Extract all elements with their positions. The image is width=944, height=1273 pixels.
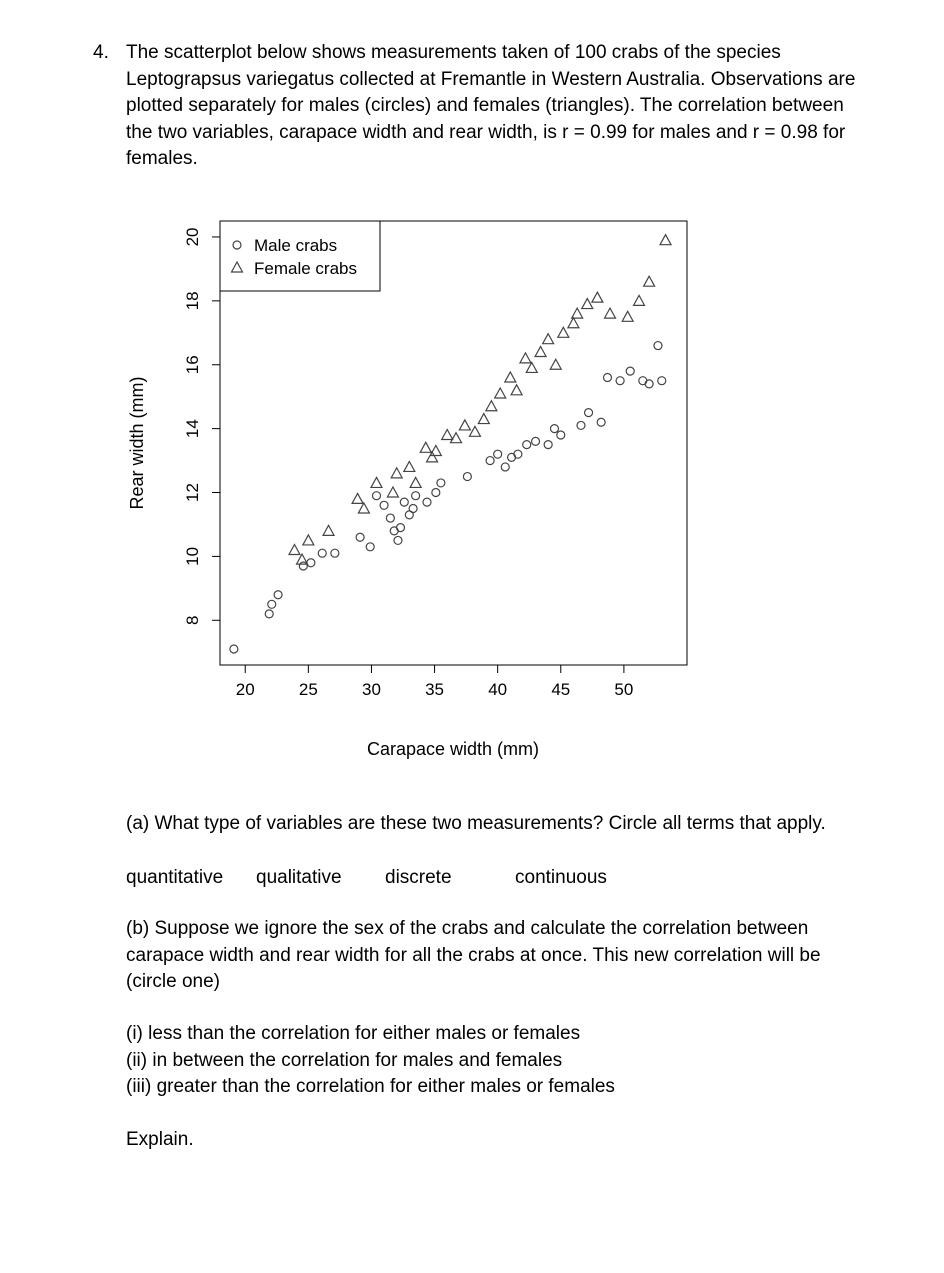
female-crab-point bbox=[442, 430, 453, 440]
part-b-line: (circle one) bbox=[126, 971, 220, 992]
x-tick-label: 20 bbox=[235, 680, 255, 699]
y-axis bbox=[183, 228, 220, 626]
male-crab-point bbox=[400, 498, 408, 506]
x-tick-label: 40 bbox=[488, 680, 508, 699]
male-crab-point bbox=[437, 479, 445, 487]
female-crab-point bbox=[605, 308, 616, 318]
male-crab-point bbox=[331, 549, 339, 557]
female-crab-point bbox=[358, 503, 369, 513]
part-b-line: carapace width and rear width for all the crabs at once. This new correlation will be bbox=[126, 944, 821, 966]
female-crab-point bbox=[486, 401, 497, 411]
female-crab-point bbox=[622, 311, 633, 321]
male-crab-point bbox=[514, 450, 522, 458]
x-tick-label: 35 bbox=[425, 680, 445, 699]
y-axis-label: Rear width (mm) bbox=[127, 376, 147, 510]
female-crab-point bbox=[459, 420, 470, 430]
female-crab-point bbox=[323, 525, 334, 535]
question-text bbox=[126, 40, 906, 173]
male-crab-point bbox=[463, 473, 471, 481]
male-crab-point bbox=[577, 421, 585, 429]
y-tick-label: 10 bbox=[183, 546, 202, 566]
male-crab-point bbox=[412, 492, 420, 500]
female-crab-point bbox=[582, 299, 593, 309]
y-tick-label: 20 bbox=[183, 227, 202, 247]
female-crab-point bbox=[404, 461, 415, 471]
male-crab-point bbox=[366, 543, 374, 551]
female-crab-point bbox=[634, 295, 645, 305]
male-crab-point bbox=[265, 610, 273, 618]
male-crab-point bbox=[274, 591, 282, 599]
male-crab-point bbox=[380, 501, 388, 509]
female-crab-point bbox=[410, 477, 421, 487]
male-crab-point bbox=[423, 498, 431, 506]
male-crab-point bbox=[409, 504, 417, 512]
male-crab-point bbox=[356, 533, 364, 541]
male-crab-point bbox=[658, 377, 666, 385]
male-crab-point bbox=[268, 600, 276, 608]
female-crab-point bbox=[535, 346, 546, 356]
male-crab-point bbox=[318, 549, 326, 557]
question-number: 4. bbox=[93, 42, 109, 63]
part-b-options bbox=[126, 1021, 886, 1101]
male-crab-point bbox=[386, 514, 394, 522]
option-ii[interactable]: (ii) in between the correlation for males and females bbox=[126, 1049, 563, 1071]
male-crab-point bbox=[230, 645, 238, 653]
male-crab-point bbox=[616, 377, 624, 385]
female-crab-point bbox=[420, 442, 431, 452]
female-crab-point bbox=[520, 353, 531, 363]
legend-box bbox=[220, 221, 380, 291]
y-tick-label: 16 bbox=[183, 355, 202, 375]
scatterplot bbox=[110, 200, 730, 780]
explain-label: Explain. bbox=[126, 1129, 194, 1150]
option-iii[interactable]: (iii) greater than the correlation for either males or females bbox=[126, 1076, 615, 1097]
male-crab-point bbox=[494, 450, 502, 458]
male-crab-point bbox=[585, 409, 593, 417]
female-crab-point bbox=[568, 318, 579, 328]
question-line: plotted separately for males (circles) and females (triangles). The correlation between bbox=[126, 95, 844, 116]
male-crab-point bbox=[523, 441, 531, 449]
female-crab-point bbox=[505, 372, 516, 382]
option-i[interactable]: (i) less than the correlation for either males or females bbox=[126, 1023, 581, 1044]
male-crab-point bbox=[550, 425, 558, 433]
data-points bbox=[230, 235, 671, 653]
female-crab-point bbox=[391, 468, 402, 478]
x-tick-label: 50 bbox=[614, 680, 634, 699]
female-crab-point bbox=[387, 487, 398, 497]
x-tick-label: 45 bbox=[551, 680, 571, 699]
male-crab-point bbox=[603, 374, 611, 382]
legend-label-female: Female crabs bbox=[254, 259, 357, 278]
y-tick-label: 14 bbox=[183, 419, 202, 439]
x-tick-label: 30 bbox=[361, 680, 381, 699]
y-tick-label: 18 bbox=[183, 291, 202, 311]
y-tick-label: 12 bbox=[183, 483, 202, 502]
female-crab-point bbox=[511, 385, 522, 395]
legend bbox=[220, 221, 380, 291]
male-crab-point bbox=[645, 380, 653, 388]
question-line: Leptograpsus variegatus collected at Fremantle in Western Australia. Observations are bbox=[126, 68, 856, 90]
male-crab-point bbox=[544, 441, 552, 449]
male-crab-point bbox=[501, 463, 509, 471]
question-line: females. bbox=[126, 148, 198, 169]
choice-continuous[interactable]: continuous bbox=[515, 867, 607, 888]
male-crab-point bbox=[299, 562, 307, 570]
female-crab-point bbox=[469, 426, 480, 436]
female-crab-point bbox=[526, 362, 537, 372]
choice-discrete[interactable]: discrete bbox=[385, 867, 452, 888]
choice-quantitative[interactable]: quantitative bbox=[126, 867, 224, 888]
female-crab-point bbox=[352, 493, 363, 503]
female-crab-point bbox=[495, 388, 506, 398]
part-b-question bbox=[126, 916, 886, 996]
male-crab-point bbox=[432, 489, 440, 497]
male-crab-point bbox=[626, 367, 634, 375]
female-crab-point bbox=[430, 445, 441, 455]
female-crab-point bbox=[550, 359, 561, 369]
x-tick-label: 25 bbox=[298, 680, 318, 699]
male-crab-point bbox=[557, 431, 565, 439]
male-crab-point bbox=[532, 437, 540, 445]
female-crab-point bbox=[644, 276, 655, 286]
male-crab-point bbox=[597, 418, 605, 426]
female-crab-point bbox=[543, 334, 554, 344]
female-crab-point bbox=[478, 414, 489, 424]
choice-qualitative[interactable]: qualitative bbox=[256, 867, 342, 888]
female-crab-point bbox=[371, 477, 382, 487]
legend-label-male: Male crabs bbox=[254, 236, 338, 255]
x-axis-label: Carapace width (mm) bbox=[366, 739, 540, 759]
male-crab-point bbox=[373, 492, 381, 500]
male-crab-point bbox=[394, 536, 402, 544]
female-crab-point bbox=[592, 292, 603, 302]
male-crab-point bbox=[654, 342, 662, 350]
x-axis bbox=[236, 665, 634, 699]
question-line: The scatterplot below shows measurements taken of 100 crabs of the species bbox=[126, 42, 781, 63]
female-crab-point bbox=[558, 327, 569, 337]
part-a-question: (a) What type of variables are these two measurements? Circle all terms that apply. bbox=[126, 813, 826, 834]
part-b-line: (b) Suppose we ignore the sex of the crabs and calculate the correlation between bbox=[126, 918, 809, 939]
male-crab-point bbox=[307, 559, 315, 567]
male-crab-point bbox=[396, 524, 404, 532]
female-crab-point bbox=[289, 545, 300, 555]
question-line: the two variables, carapace width and rear width, is r = 0.99 for males and r = 0.98 for bbox=[126, 121, 846, 143]
female-crab-point bbox=[660, 235, 671, 245]
y-tick-label: 8 bbox=[183, 615, 202, 626]
female-crab-point bbox=[303, 535, 314, 545]
male-crab-point bbox=[486, 457, 494, 465]
